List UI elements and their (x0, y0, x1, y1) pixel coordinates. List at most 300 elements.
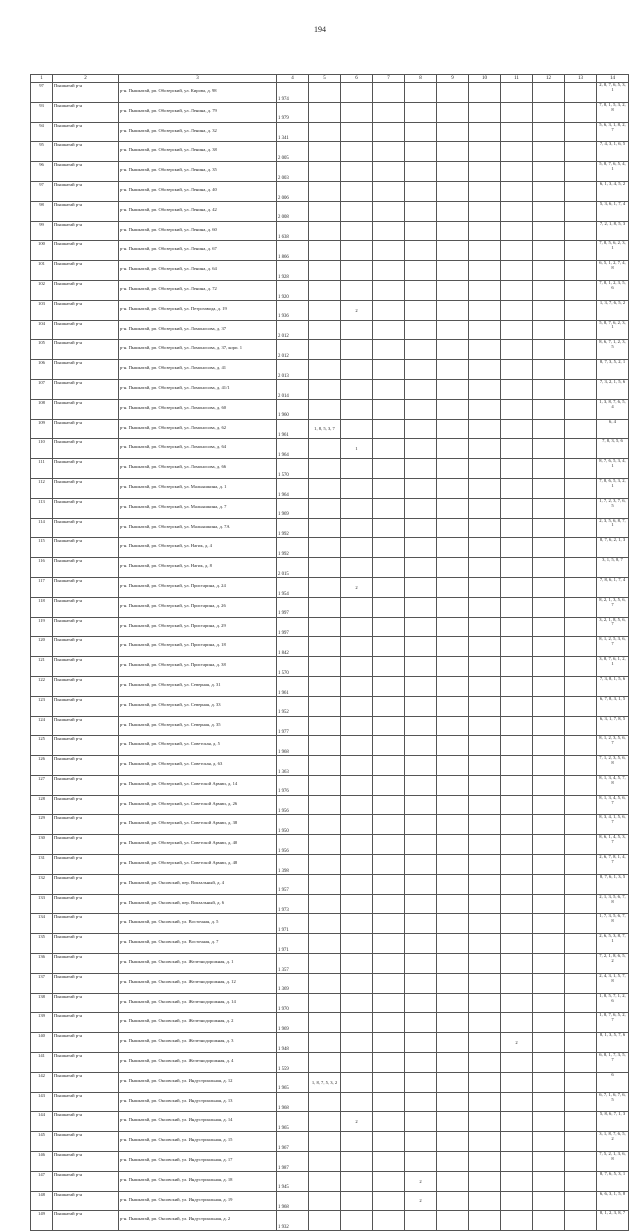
table-cell (437, 696, 469, 716)
table-cell: 7, 8, 1, 2, 3, 5, 6 (597, 280, 629, 300)
table-cell: 107 (31, 379, 53, 399)
table-cell (565, 558, 597, 578)
table-cell: р-н. Пышкатай, рп. Обозерский, ул. Ленина, д. 35 (119, 162, 277, 182)
table-cell (437, 954, 469, 974)
table-cell (469, 1112, 501, 1132)
table-cell: р-н. Пышкатай, рп. Оксовский, пер. Вокзальный, д. 4 (119, 874, 277, 894)
table-cell (437, 379, 469, 399)
table-cell (309, 439, 341, 459)
table-cell (309, 815, 341, 835)
table-cell (373, 657, 405, 677)
table-cell (437, 1132, 469, 1152)
table-cell (565, 201, 597, 221)
table-cell (533, 736, 565, 756)
table-cell (309, 795, 341, 815)
table-row (31, 241, 629, 261)
table-cell: р-н. Пышкатай, рп. Оксовский, ул. Восточная, д. 7 (119, 934, 277, 954)
table-cell (373, 439, 405, 459)
table-cell: 1 965 (277, 1072, 309, 1092)
table-cell: 2 (501, 1033, 533, 1053)
table-cell: р-н. Пышкатай, рп. Оксовский, ул. Индустриальная, д. 13 (119, 1092, 277, 1112)
table-cell (469, 162, 501, 182)
table-cell (533, 498, 565, 518)
table-cell: Пышкатай р-н (53, 657, 119, 677)
table-cell (533, 320, 565, 340)
column-header: 5 (309, 75, 341, 83)
table-cell (373, 518, 405, 538)
table-cell: 149 (31, 1211, 53, 1231)
table-cell (309, 934, 341, 954)
table-cell (501, 1072, 533, 1092)
table-cell: 103 (31, 300, 53, 320)
table-cell (341, 518, 373, 538)
table-cell (501, 1112, 533, 1132)
table-cell (405, 1132, 437, 1152)
table-cell (501, 478, 533, 498)
table-cell: 1 920 (277, 280, 309, 300)
table-cell (341, 1013, 373, 1033)
table-cell (309, 874, 341, 894)
table-cell (341, 973, 373, 993)
table-cell (309, 1211, 341, 1231)
table-cell (309, 142, 341, 162)
table-cell (373, 973, 405, 993)
table-cell (405, 855, 437, 875)
table-cell: Пышкатай р-н (53, 1211, 119, 1231)
table-cell: Пышкатай р-н (53, 1191, 119, 1211)
table-cell (373, 1072, 405, 1092)
table-cell (469, 676, 501, 696)
table-cell: р-н. Пышкатай, рп. Оксовский, ул. Железнодорожная, д. 2 (119, 1013, 277, 1033)
table-cell: р-н. Пышкатай, рп. Обозерский, ул. Ломоносова, д. 37, корп. 1 (119, 340, 277, 360)
table-row (31, 459, 629, 479)
table-cell (373, 815, 405, 835)
table-cell (405, 756, 437, 776)
table-cell (405, 795, 437, 815)
table-cell (405, 439, 437, 459)
table-cell: р-н. Пышкатай, рп. Обозерский, ул. Ленина, д. 32 (119, 122, 277, 142)
table-cell (437, 993, 469, 1013)
table-cell (469, 954, 501, 974)
table-cell (533, 874, 565, 894)
table-cell (501, 142, 533, 162)
table-cell (437, 577, 469, 597)
table-cell (533, 617, 565, 637)
table-cell: Пышкатай р-н (53, 201, 119, 221)
table-cell (405, 83, 437, 103)
table-cell (533, 894, 565, 914)
table-cell (533, 795, 565, 815)
table-cell (437, 894, 469, 914)
table-cell: р-н. Пышкатай, рп. Обозерский, ул. Ломоносова, д. 41/1 (119, 379, 277, 399)
table-row (31, 676, 629, 696)
column-header: 14 (597, 75, 629, 83)
table-cell (469, 795, 501, 815)
table-cell (565, 1152, 597, 1172)
table-cell (501, 439, 533, 459)
table-cell (437, 459, 469, 479)
table-cell (533, 657, 565, 677)
table-cell (565, 478, 597, 498)
table-cell: 106 (31, 360, 53, 380)
table-cell (469, 280, 501, 300)
table-cell: р-н. Пышкатай, рп. Обозерский, ул. Северная, д. 31 (119, 676, 277, 696)
table-cell (341, 657, 373, 677)
table-row (31, 379, 629, 399)
table-cell (533, 934, 565, 954)
table-cell (469, 835, 501, 855)
table-cell: 1, 3, 7, 6, 5, 2 (597, 300, 629, 320)
table-cell: 1 960 (277, 399, 309, 419)
table-cell: 1 965 (277, 1112, 309, 1132)
table-cell (373, 1112, 405, 1132)
table-cell (501, 756, 533, 776)
table-row (31, 1092, 629, 1112)
table-cell (309, 954, 341, 974)
table-cell (501, 1152, 533, 1172)
table-cell: 2 005 (277, 142, 309, 162)
table-cell (309, 1112, 341, 1132)
table-cell (469, 637, 501, 657)
table-row (31, 142, 629, 162)
table-cell (469, 815, 501, 835)
table-cell (373, 954, 405, 974)
table-cell: 6, 7, 8, 3, 1, 5 (597, 696, 629, 716)
table-cell (405, 399, 437, 419)
table-cell (501, 617, 533, 637)
table-cell: 1 997 (277, 597, 309, 617)
table-cell (341, 379, 373, 399)
column-header: 3 (119, 75, 277, 83)
table-cell (373, 775, 405, 795)
table-cell (533, 815, 565, 835)
table-cell (309, 617, 341, 637)
table-cell (437, 360, 469, 380)
table-cell (373, 241, 405, 261)
table-cell: 1 363 (277, 756, 309, 776)
table-cell (533, 577, 565, 597)
table-cell: 2, 6, 7, 8, 1, 4, 7 (597, 855, 629, 875)
table-cell (341, 617, 373, 637)
table-cell (405, 815, 437, 835)
table-cell: 2 012 (277, 320, 309, 340)
table-row (31, 280, 629, 300)
table-cell: р-н. Пышкатай, рп. Обозерский, ул. Нагик, д. 8 (119, 558, 277, 578)
table-cell (565, 340, 597, 360)
table-cell (469, 360, 501, 380)
table-cell: р-н. Пышкатай, рп. Обозерский, ул. Ленина, д. 40 (119, 181, 277, 201)
table-cell: Пышкатай р-н (53, 855, 119, 875)
table-cell: 6, 4 (597, 419, 629, 439)
table-cell (533, 914, 565, 934)
table-cell: Пышкатай р-н (53, 637, 119, 657)
table-cell (501, 954, 533, 974)
table-cell (405, 280, 437, 300)
table-cell (373, 122, 405, 142)
table-cell (309, 518, 341, 538)
table-cell (341, 399, 373, 419)
table-cell (533, 855, 565, 875)
table-cell: 8, 7, 6, 1, 3, 5 (597, 874, 629, 894)
table-cell: 1 977 (277, 716, 309, 736)
table-cell (437, 181, 469, 201)
table-cell (469, 201, 501, 221)
table-cell: р-н. Пышкатай, рп. Оксовский, ул. Железнодорожная, д. 14 (119, 993, 277, 1013)
table-cell (309, 340, 341, 360)
table-cell (469, 478, 501, 498)
table-cell (501, 855, 533, 875)
table-cell (405, 716, 437, 736)
table-cell (373, 756, 405, 776)
table-cell (309, 1053, 341, 1073)
table-cell: р-н. Пышкатай, рп. Оксовский, ул. Индустриальная, д. 17 (119, 1152, 277, 1172)
table-cell: Пышкатай р-н (53, 459, 119, 479)
table-cell (373, 1171, 405, 1191)
table-row (31, 934, 629, 954)
table-cell (373, 142, 405, 162)
table-cell: 1 570 (277, 657, 309, 677)
table-cell (309, 736, 341, 756)
table-cell (405, 379, 437, 399)
table-cell (341, 340, 373, 360)
table-cell (373, 637, 405, 657)
table-row (31, 1211, 629, 1231)
table-cell (565, 360, 597, 380)
table-cell: р-н. Пышкатай, рп. Обозерский, ул. Мальышкина, д. 1 (119, 478, 277, 498)
table-cell (469, 498, 501, 518)
table-cell: 119 (31, 617, 53, 637)
table-cell: 96 (31, 162, 53, 182)
table-cell: 102 (31, 280, 53, 300)
table-row (31, 855, 629, 875)
table-cell: 1 968 (277, 736, 309, 756)
table-cell (565, 241, 597, 261)
table-cell: 147 (31, 1171, 53, 1191)
table-cell (405, 1152, 437, 1172)
table-cell: 1 945 (277, 1171, 309, 1191)
table-cell: 141 (31, 1053, 53, 1073)
table-cell: р-н. Пышкатай, рп. Обозерский, ул. Нагик, д. 4 (119, 538, 277, 558)
table-cell (309, 597, 341, 617)
table-cell (565, 221, 597, 241)
table-cell (501, 795, 533, 815)
table-cell: 8, 1, 3, 5, 7, 6 (597, 1033, 629, 1053)
table-cell: 8, 7, 6, 5, 3, 4, 1 (597, 459, 629, 479)
table-cell: р-н. Пышкатай, рп. Оксовский, ул. Индустриальная, д. 18 (119, 1171, 277, 1191)
table-cell (373, 320, 405, 340)
table-cell: 1 559 (277, 1053, 309, 1073)
table-cell (341, 815, 373, 835)
table-cell (469, 518, 501, 538)
table-cell (501, 874, 533, 894)
table-cell: 8, 2, 1, 3, 5, 6, 7 (597, 597, 629, 617)
table-row (31, 478, 629, 498)
table-cell (437, 716, 469, 736)
table-cell (405, 874, 437, 894)
table-cell (501, 538, 533, 558)
table-cell: Пышкатай р-н (53, 1152, 119, 1172)
column-header: 10 (469, 75, 501, 83)
table-cell: 7, 8, 6, 5, 3, 2, 1 (597, 478, 629, 498)
table-cell (437, 1191, 469, 1211)
table-cell (565, 1033, 597, 1053)
table-cell (309, 102, 341, 122)
table-cell (565, 1191, 597, 1211)
table-cell: 1 976 (277, 775, 309, 795)
table-cell (373, 419, 405, 439)
table-cell (565, 1112, 597, 1132)
table-cell: Пышкатай р-н (53, 577, 119, 597)
table-cell (437, 1211, 469, 1231)
table-cell: 1 932 (277, 1211, 309, 1231)
table-cell: 8, 6, 1, 4, 5, 3, 7 (597, 835, 629, 855)
table-cell (469, 122, 501, 142)
table-cell (565, 597, 597, 617)
table-cell (565, 855, 597, 875)
table-cell (341, 954, 373, 974)
table-cell (469, 459, 501, 479)
table-cell (533, 221, 565, 241)
table-cell (341, 1171, 373, 1191)
table-cell (309, 855, 341, 875)
table-cell (309, 696, 341, 716)
table-cell: 8, 1, 3, 4, 5, 6, 7 (597, 795, 629, 815)
table-cell (309, 914, 341, 934)
table-cell (373, 577, 405, 597)
table-cell (469, 973, 501, 993)
table-cell (405, 538, 437, 558)
table-row (31, 1112, 629, 1132)
table-cell: р-н. Пышкатай, рп. Обозерский, ул. Мальышкина, д. 7 (119, 498, 277, 518)
table-cell (533, 1171, 565, 1191)
table-cell (437, 498, 469, 518)
table-row (31, 181, 629, 201)
table-cell: 5, 8, 7, 6, 2, 3, 1 (597, 320, 629, 340)
table-cell: Пышкатай р-н (53, 102, 119, 122)
table-cell (469, 736, 501, 756)
table-cell: 117 (31, 577, 53, 597)
table-cell: Пышкатай р-н (53, 993, 119, 1013)
table-cell: 1 369 (277, 973, 309, 993)
table-cell (501, 162, 533, 182)
table-row (31, 874, 629, 894)
table-cell (341, 558, 373, 578)
table-cell (373, 340, 405, 360)
table-cell (309, 399, 341, 419)
table-cell: 1 957 (277, 874, 309, 894)
table-cell: Пышкатай р-н (53, 83, 119, 103)
table-cell (565, 835, 597, 855)
table-cell: Пышкатай р-н (53, 320, 119, 340)
table-cell: 111 (31, 459, 53, 479)
table-cell: 8, 6, 7, 1, 2, 3, 5 (597, 340, 629, 360)
table-cell: 1 997 (277, 617, 309, 637)
table-cell (341, 1152, 373, 1172)
table-cell: р-н. Пышкатай, рп. Обозерский, ул. Пристарина, д. 18 (119, 637, 277, 657)
table-cell: р-н. Пышкатай, рп. Оксовский, пер. Вокзальный, д. 6 (119, 894, 277, 914)
table-cell: Пышкатай р-н (53, 162, 119, 182)
table-cell (501, 379, 533, 399)
table-cell: 2 012 (277, 340, 309, 360)
table-row (31, 716, 629, 736)
table-cell: Пышкатай р-н (53, 538, 119, 558)
table-cell (437, 795, 469, 815)
table-cell (565, 300, 597, 320)
table-row (31, 300, 629, 320)
table-cell (437, 914, 469, 934)
table-cell (565, 716, 597, 736)
table-cell (469, 874, 501, 894)
table-row (31, 419, 629, 439)
table-cell: 104 (31, 320, 53, 340)
table-cell (437, 280, 469, 300)
table-cell (437, 1072, 469, 1092)
table-cell (405, 894, 437, 914)
table-cell: р-н. Пышкатай, рп. Обозерский, ул. Ленина, д. 38 (119, 142, 277, 162)
table-cell (405, 696, 437, 716)
table-cell (501, 221, 533, 241)
table-cell: 146 (31, 1152, 53, 1172)
table-cell: Пышкатай р-н (53, 716, 119, 736)
table-row (31, 1191, 629, 1211)
table-cell (341, 201, 373, 221)
table-cell (501, 419, 533, 439)
table-row (31, 399, 629, 419)
table-cell: 3, 8, 7, 6, 1, 2, 1 (597, 657, 629, 677)
table-cell (501, 518, 533, 538)
table-cell (341, 934, 373, 954)
table-cell (565, 795, 597, 815)
table-cell: 2, 3, 5, 6, 8, 7, 1 (597, 518, 629, 538)
table-cell: 1 866 (277, 241, 309, 261)
table-cell: 1 971 (277, 934, 309, 954)
table-cell: 8, 7, 6, 2, 1, 3 (597, 538, 629, 558)
table-cell (501, 894, 533, 914)
table-cell (533, 142, 565, 162)
table-cell: р-н. Пышкатай, рп. Обозерский, ул. Пристарина, д. 38 (119, 657, 277, 677)
table-cell: 1 974 (277, 83, 309, 103)
table-cell (469, 300, 501, 320)
table-cell: Пышкатай р-н (53, 142, 119, 162)
table-cell: р-н. Пышкатай, рп. Оксовский, ул. Железнодорожная, д. 4 (119, 1053, 277, 1073)
table-cell: 143 (31, 1092, 53, 1112)
table-cell (309, 1033, 341, 1053)
table-cell: 126 (31, 756, 53, 776)
table-cell: 5, 8, 6, 7, 1, 3 (597, 1112, 629, 1132)
table-cell: Пышкатай р-н (53, 934, 119, 954)
table-cell (405, 1211, 437, 1231)
column-header: 12 (533, 75, 565, 83)
table-cell: 2 003 (277, 162, 309, 182)
table-cell: 131 (31, 855, 53, 875)
column-header: 13 (565, 75, 597, 83)
table-cell (533, 261, 565, 281)
table-cell (437, 657, 469, 677)
table-cell (373, 1013, 405, 1033)
table-cell (501, 815, 533, 835)
table-cell (309, 716, 341, 736)
table-cell: Пышкатай р-н (53, 1072, 119, 1092)
table-cell: Пышкатай р-н (53, 894, 119, 914)
table-cell (533, 676, 565, 696)
column-header: 4 (277, 75, 309, 83)
table-cell: 7, 2, 1, 8, 5, 3 (597, 221, 629, 241)
table-cell: р-н. Пышкатай, рп. Оксовский, ул. Восточная, д. 5 (119, 914, 277, 934)
table-cell (373, 379, 405, 399)
table-cell (373, 261, 405, 281)
table-cell (565, 934, 597, 954)
table-cell: 97 (31, 181, 53, 201)
